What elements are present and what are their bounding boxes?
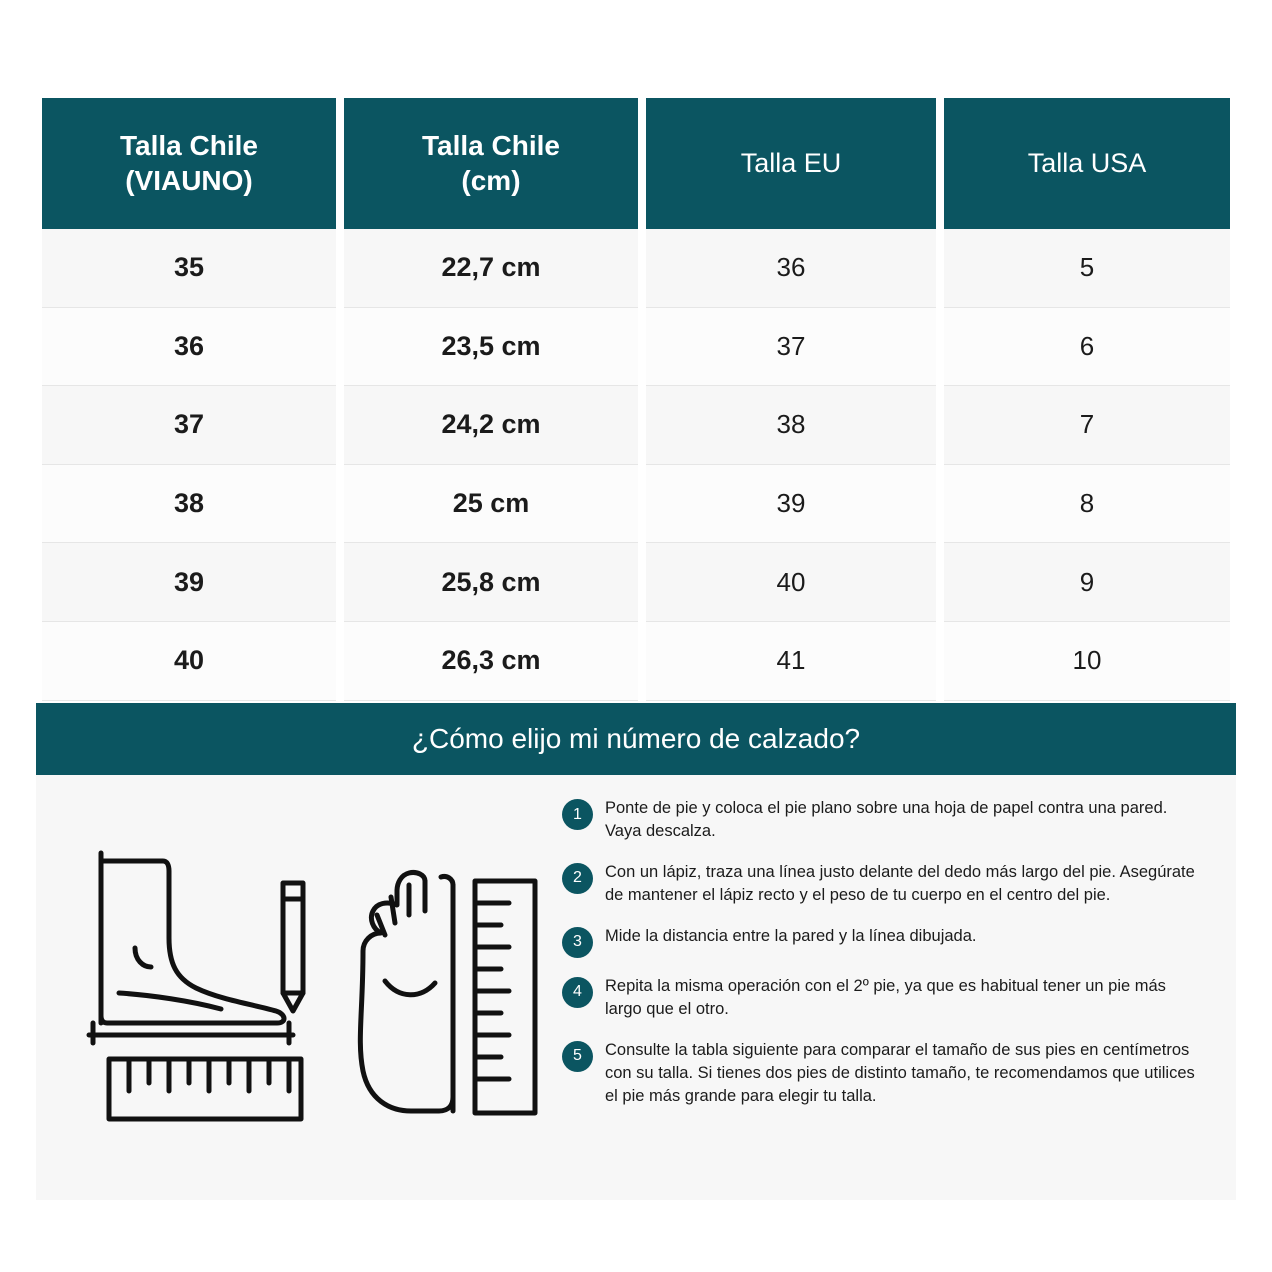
foot-top-with-ruler-icon <box>360 872 535 1113</box>
guide-illustrations <box>36 775 556 1200</box>
step-number-badge: 4 <box>562 977 593 1008</box>
step-text: Repita la misma operación con el 2º pie, ya que es habitual tener un pie más largo que el otro. <box>605 976 1166 1019</box>
step-number-badge: 5 <box>562 1041 593 1072</box>
cell-talla-eu: 37 <box>646 308 936 387</box>
step-number-badge: 3 <box>562 927 593 958</box>
column-header-line: Talla Chile <box>120 129 258 161</box>
guide-body <box>36 775 1236 1200</box>
table-row <box>42 386 1230 465</box>
table-row <box>42 622 1230 701</box>
column-header-talla-eu: Talla EU <box>646 98 936 229</box>
cell-talla-usa: 9 <box>944 543 1230 622</box>
cell-talla-cm: 25 cm <box>344 465 638 544</box>
cell-talla-eu: 41 <box>646 622 936 701</box>
cell-talla-cm: 26,3 cm <box>344 622 638 701</box>
foot-side-with-pencil-and-ruler-icon <box>89 853 303 1119</box>
cell-talla-eu: 39 <box>646 465 936 544</box>
cell-talla-eu: 36 <box>646 229 936 308</box>
cell-talla-cm: 23,5 cm <box>344 308 638 387</box>
table-header-row <box>42 98 1230 229</box>
step-number-badge: 2 <box>562 863 593 894</box>
guide-step <box>562 1039 1214 1109</box>
table-row <box>42 229 1230 308</box>
guide-step <box>562 797 1214 844</box>
cell-talla-cm: 22,7 cm <box>344 229 638 308</box>
cell-talla-chile: 39 <box>42 543 336 622</box>
cell-talla-chile: 36 <box>42 308 336 387</box>
column-header-talla-usa: Talla USA <box>944 98 1230 229</box>
foot-measure-illustration <box>71 843 541 1133</box>
measure-guide-panel <box>36 703 1236 1200</box>
column-header-talla-chile-viauno <box>42 98 336 229</box>
table-row <box>42 543 1230 622</box>
cell-talla-eu: 40 <box>646 543 936 622</box>
size-conversion-table <box>42 98 1230 701</box>
table-row <box>42 465 1230 544</box>
cell-talla-cm: 24,2 cm <box>344 386 638 465</box>
guide-step <box>562 975 1214 1022</box>
cell-talla-usa: 10 <box>944 622 1230 701</box>
column-header-talla-chile-cm <box>344 98 638 229</box>
column-header-line: (VIAUNO) <box>125 164 253 196</box>
cell-talla-chile: 40 <box>42 622 336 701</box>
step-number-badge: 1 <box>562 799 593 830</box>
cell-talla-usa: 7 <box>944 386 1230 465</box>
table-row <box>42 308 1230 387</box>
cell-talla-usa: 5 <box>944 229 1230 308</box>
guide-step <box>562 925 1214 958</box>
cell-talla-usa: 6 <box>944 308 1230 387</box>
guide-steps <box>556 775 1236 1200</box>
cell-talla-chile: 35 <box>42 229 336 308</box>
step-text: Mide la distancia entre la pared y la línea dibujada. <box>605 926 977 945</box>
step-text: Ponte de pie y coloca el pie plano sobre una hoja de papel contra una pared. Vaya descalza. <box>605 799 1168 841</box>
cell-talla-eu: 38 <box>646 386 936 465</box>
cell-talla-cm: 25,8 cm <box>344 543 638 622</box>
guide-step <box>562 861 1214 908</box>
column-header-line: (cm) <box>461 164 521 196</box>
column-header-line: Talla Chile <box>421 129 560 161</box>
cell-talla-usa: 8 <box>944 465 1230 544</box>
table-body <box>42 229 1230 701</box>
step-text: Consulte la tabla siguiente para comparar el tamaño de sus pies en centímetros con su talla. Si tienes dos pies de distinto tamaño, te recomendamos que utilices el pie más grande para elegir tu talla. <box>605 1040 1195 1106</box>
step-text: Con un lápiz, traza una línea justo delante del dedo más largo del pie. Asegúrate de mantener el lápiz recto y el peso de tu cuerpo en el centro del pie. <box>605 862 1195 905</box>
cell-talla-chile: 38 <box>42 465 336 544</box>
cell-talla-chile: 37 <box>42 386 336 465</box>
guide-title: ¿Cómo elijo mi número de calzado? <box>36 703 1236 775</box>
